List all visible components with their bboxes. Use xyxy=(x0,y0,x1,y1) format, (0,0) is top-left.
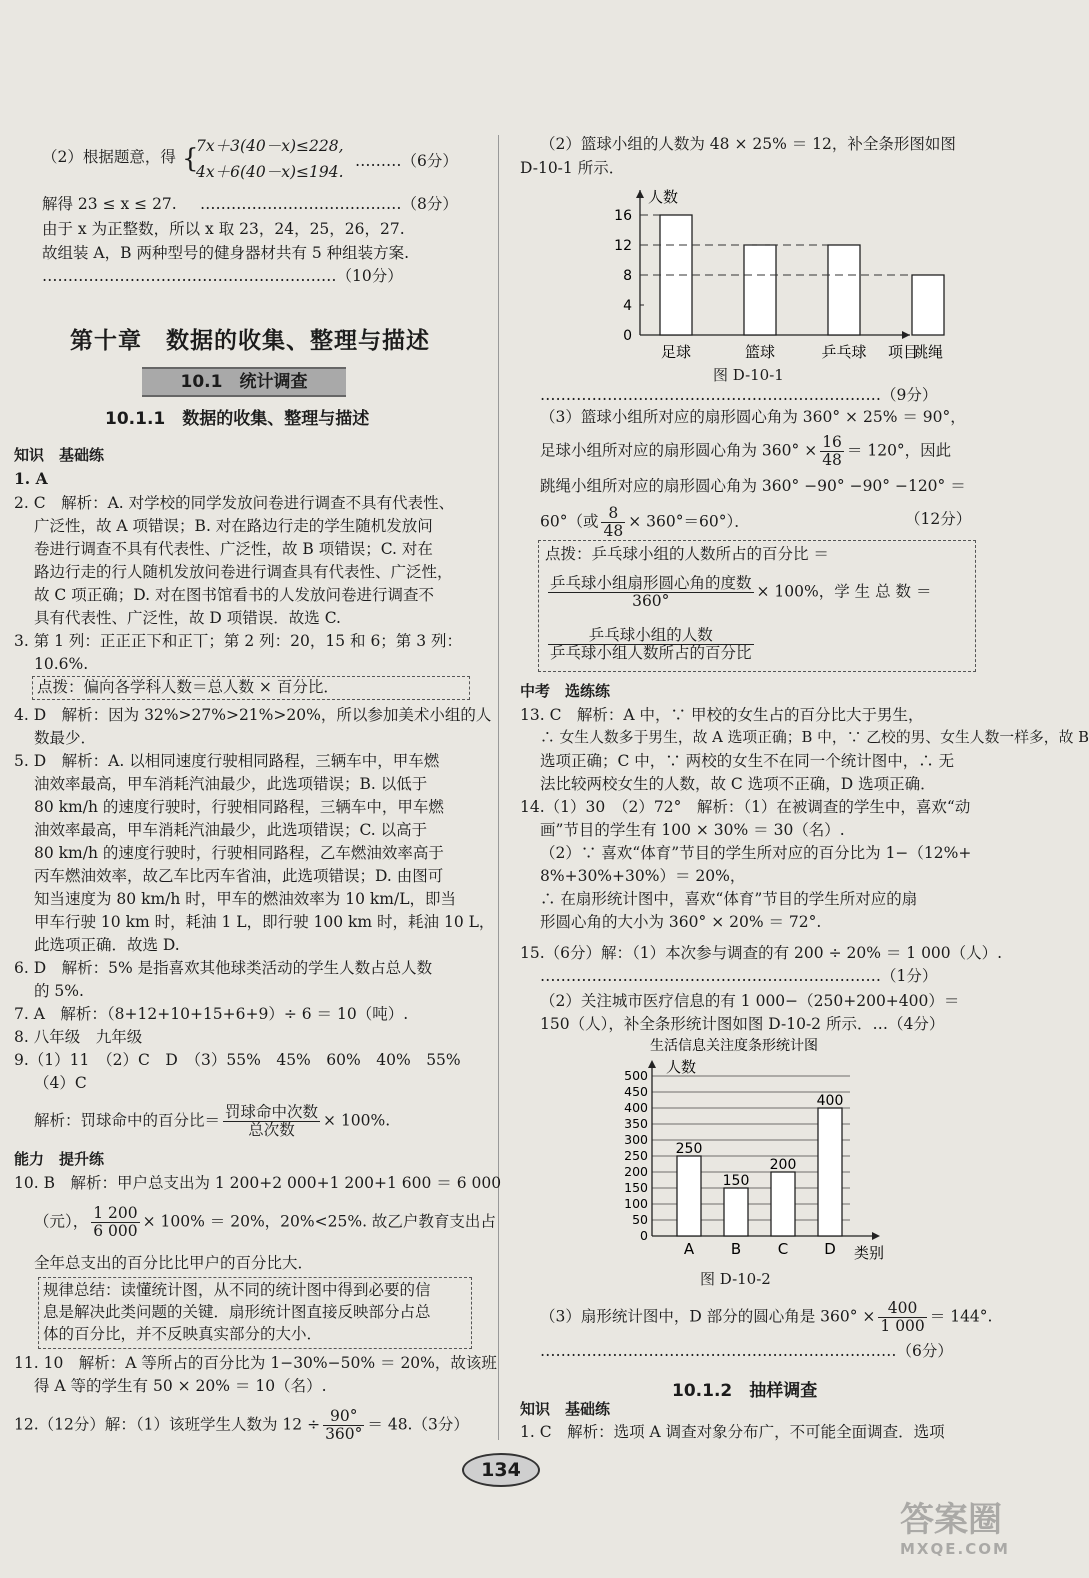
y-tick-label: 150 xyxy=(624,1180,648,1195)
answer: 知当速度为 80 km/h 时，甲车的燃油效率为 10 km/L，即当 xyxy=(34,890,456,908)
formula-suffix: ＝ 120°，因此 xyxy=(846,441,952,460)
answer: 7. A 解析：（8+12+10+15+6+9）÷ 6 ＝ 10（吨）. xyxy=(14,1005,409,1023)
fraction-denominator: 6 000 xyxy=(93,1222,138,1240)
q-line: （2）根据题意，得 xyxy=(42,148,176,166)
data-label: 150 xyxy=(722,1173,750,1189)
fraction-denominator: 360° xyxy=(325,1425,363,1443)
answer: 2. C 解析：A. 对学校的同学发放问卷进行调查不具有代表性、 xyxy=(14,494,455,512)
q-line: 解得 23 ≤ x ≤ 27. xyxy=(42,195,177,213)
formula-prefix: 60°（或 xyxy=(540,512,599,531)
bar-chart-d-10-2 xyxy=(610,1036,910,1268)
y-tick-label: 0 xyxy=(623,328,632,344)
bar xyxy=(828,245,860,335)
subsection-title: 10.1.1 数据的收集、整理与描述 xyxy=(105,409,370,429)
exercise-header: 能力 提升练 xyxy=(14,1150,105,1168)
formula-line xyxy=(540,434,951,469)
fraction-denominator: 1 000 xyxy=(880,1317,925,1335)
y-tick-label: 500 xyxy=(624,1068,648,1083)
figure-caption: 图 D-10-1 xyxy=(713,366,784,384)
fraction xyxy=(548,627,754,662)
x-tick-label: 乒乓球 xyxy=(821,343,867,361)
formula-line xyxy=(34,1104,390,1139)
answer: 4. D 解析：因为 32%>27%>21%>20%，所以参加美术小组的人 xyxy=(14,706,492,724)
fraction xyxy=(601,505,625,540)
fraction xyxy=(820,434,844,469)
tip-text: 点拨：乒乓球小组的人数所占的百分比 ＝ xyxy=(545,545,829,563)
answer: 8. 八年级 九年级 xyxy=(14,1028,143,1046)
rule-text: 规律总结：读懂统计图，从不同的统计图中得到必要的信 xyxy=(43,1281,431,1299)
formula-prefix: （元）， xyxy=(34,1212,89,1231)
answer: 15.（6分）解：（1）本次参与调查的有 200 ÷ 20% ＝ 1 000（人）. xyxy=(520,944,1003,962)
chart-canvas xyxy=(600,180,944,390)
fraction-numerator: 400 xyxy=(878,1300,926,1318)
x-tick-label: A xyxy=(683,1240,695,1258)
answer: 跳绳小组所对应的扇形圆心角为 360° −90° −90° −120° ＝ xyxy=(540,477,966,495)
score: …………………………………………………………（1分） xyxy=(540,967,938,985)
fraction-numerator: 乒乓球小组的人数 xyxy=(548,627,754,645)
formula-suffix: × 100%. xyxy=(323,1111,391,1130)
answer: （2）∵ 喜欢“体育”节目的学生所对应的百分比为 1−（12%+ xyxy=(540,844,972,862)
answer: 甲车行驶 10 km 时，耗油 1 L，即行驶 100 km 时，耗油 10 L， xyxy=(34,913,495,931)
x-tick-label: 足球 xyxy=(660,343,692,361)
formula-suffix: ＝ 144°. xyxy=(929,1307,993,1326)
fraction-denominator: 48 xyxy=(603,522,624,540)
y-tick-label: 100 xyxy=(624,1196,648,1211)
answer: 8%+30%+30%）＝ 20%， xyxy=(540,867,746,885)
fraction-numerator: 1 200 xyxy=(93,1204,138,1222)
fraction xyxy=(323,1408,364,1443)
answer: 14.（1）30 （2）72° 解析：（1）在被调查的学生中，喜欢“动 xyxy=(520,798,971,816)
chart-canvas xyxy=(610,1036,910,1268)
formula-suffix: ＝ 48.（3分） xyxy=(367,1415,469,1434)
bar xyxy=(677,1156,701,1236)
rule-text: 体的百分比，并不反映真实部分的大小． xyxy=(43,1325,323,1343)
answer: 油效率最高，甲车消耗汽油最少，此选项错误；B. 以低于 xyxy=(34,775,428,793)
fraction-numerator: 乒乓球小组扇形圆心角的度数 xyxy=(550,574,752,592)
fraction-numerator: 8 xyxy=(601,505,625,523)
y-tick-label: 450 xyxy=(624,1084,648,1099)
fraction-denominator: 360° xyxy=(632,592,670,610)
fraction xyxy=(223,1104,320,1139)
answer: D-10-1 所示． xyxy=(520,159,625,177)
fraction-denominator: 总次数 xyxy=(248,1121,295,1139)
bar xyxy=(912,275,944,335)
answer: 6. D 解析：5% 是指喜欢其他球类活动的学生人数占总人数 xyxy=(14,959,433,977)
chart-title: 生活信息关注度条形统计图 xyxy=(650,1038,818,1054)
answer: 路边行走的行人随机发放问卷进行调查具有代表性、广泛性， xyxy=(34,563,453,581)
y-tick-label: 12 xyxy=(614,238,632,254)
fraction-numerator: 16 xyxy=(822,433,842,451)
answer: 5. D 解析：A. 以相同速度行驶相同路程，三辆车中，甲车燃 xyxy=(14,752,440,770)
answer: 画”节目的学生有 100 × 30% ＝ 30（名）. xyxy=(540,821,845,839)
y-tick-label: 250 xyxy=(624,1148,648,1163)
answer: 的 5%. xyxy=(34,982,84,1000)
x-tick-label: D xyxy=(824,1240,836,1258)
answer: 选项正确；C 中，∵ 两校的女生不在同一个统计图中，∴ 无 xyxy=(540,752,955,770)
y-axis-arrow xyxy=(636,190,644,198)
answer: 13. C 解析：A 中，∵ 甲校的女生占的百分比大于男生， xyxy=(520,706,924,724)
x-axis-label: 类别 xyxy=(854,1244,885,1262)
exercise-header: 中考 选练练 xyxy=(520,682,611,700)
formula-suffix: × 100% ＝ 20%，20%<25%. 故乙户教育支出占 xyxy=(142,1212,496,1231)
page-number: 134 xyxy=(462,1453,540,1487)
formula-prefix: 解析：罚球命中的百分比＝ xyxy=(34,1111,221,1130)
answer: ∴ 在扇形统计图中，喜欢“体育”节目的学生所对应的扇 xyxy=(540,890,918,908)
answer: 150（人），补全条形统计图如图 D-10-2 所示．…（4分） xyxy=(540,1015,945,1033)
formula-line xyxy=(545,575,931,610)
y-tick-label: 50 xyxy=(632,1212,648,1227)
system-eq-2: 4x＋6(40－x)≤194. xyxy=(196,163,344,181)
answer: 1. C 解析：选项 A 调查对象分布广，不可能全面调查．选项 xyxy=(520,1423,945,1441)
formula-suffix: × 100%，学 生 总 数 ＝ xyxy=(756,582,932,601)
y-tick-label: 4 xyxy=(623,298,632,314)
x-tick-label: 篮球 xyxy=(744,343,776,361)
x-axis-arrow xyxy=(902,331,910,339)
answer: 数最少． xyxy=(34,729,97,747)
x-tick-label: 跳绳 xyxy=(912,343,944,361)
x-tick-label: C xyxy=(777,1240,789,1258)
score: ………（6分） xyxy=(355,152,458,170)
watermark-logo xyxy=(900,1500,1060,1560)
x-axis-label: 项目 xyxy=(888,343,919,361)
score: ……………………………………………………………（6分） xyxy=(540,1342,953,1360)
answer: （2）篮球小组的人数为 48 × 25% ＝ 12，补全条形图如图 xyxy=(540,135,956,153)
score: （12分） xyxy=(905,510,972,528)
x-axis-arrow xyxy=(872,1232,880,1240)
answer: 法比较两校女生的人数，故 C 选项不正确，D 选项正确． xyxy=(540,775,936,793)
answer: 80 km/h 的速度行驶时，行驶相同路程，三辆车中，甲车燃 xyxy=(34,798,444,816)
q-line: 故组装 A，B 两种型号的健身器材共有 5 种组装方案. xyxy=(42,244,410,262)
y-axis-label: 人数 xyxy=(666,1058,697,1076)
column-divider xyxy=(498,135,499,1440)
answer: 形圆心角的大小为 360° × 20% ＝ 72°. xyxy=(540,913,822,931)
watermark-url: MXQE.COM xyxy=(900,1540,1010,1558)
answer: 11. 10 解析：A 等所占的百分比为 1−30%−50% ＝ 20%，故该班 xyxy=(14,1354,497,1372)
score: …………………………………………………（10分） xyxy=(42,267,403,285)
answer: 3. 第 1 列：正正正下和正丅；第 2 列：20，15 和 6；第 3 列： xyxy=(14,632,463,650)
subsection-title: 10.1.2 抽样调查 xyxy=(672,1381,818,1401)
chapter-title: 第十章 数据的收集、整理与描述 xyxy=(70,328,430,354)
bar xyxy=(660,215,692,335)
bar xyxy=(724,1188,748,1236)
answer: （2）关注城市医疗信息的有 1 000−（250+200+400）＝ xyxy=(540,992,960,1010)
fraction xyxy=(91,1205,139,1240)
rule-text: 息是解决此类问题的关键．扇形统计图直接反映部分占总 xyxy=(43,1303,431,1321)
fraction-denominator: 48 xyxy=(822,451,842,469)
y-axis-arrow xyxy=(648,1060,656,1068)
formula-line xyxy=(14,1408,469,1443)
fraction-numerator: 90° xyxy=(323,1408,364,1426)
y-tick-label: 350 xyxy=(624,1116,648,1131)
tip-text: 点拨：偏向各学科人数＝总人数 × 百分比． xyxy=(37,678,339,696)
y-tick-label: 300 xyxy=(624,1132,648,1147)
answer: 10.6%. xyxy=(34,655,89,673)
fraction-numerator: 罚球命中次数 xyxy=(225,1103,319,1121)
answer: 广泛性，故 A 项错误；B. 对在路边行走的学生随机发放问 xyxy=(34,517,433,535)
brace: { xyxy=(182,144,199,174)
y-axis-label: 人数 xyxy=(648,188,679,206)
watermark-text: 答案圈 xyxy=(900,1500,1002,1540)
fraction-denominator: 乒乓球小组人数所占的百分比 xyxy=(550,644,752,662)
tip-box xyxy=(32,676,470,700)
exercise-header: 知识 基础练 xyxy=(520,1400,611,1418)
answer: （3）篮球小组所对应的扇形圆心角为 360° × 25% ＝ 90°， xyxy=(540,408,966,426)
formula-prefix: 足球小组所对应的扇形圆心角为 360° × xyxy=(540,441,818,460)
score: …………………………………………………………（9分） xyxy=(540,386,938,404)
y-tick-label: 0 xyxy=(640,1228,648,1243)
y-tick-label: 200 xyxy=(624,1164,648,1179)
data-label: 200 xyxy=(769,1157,797,1173)
answer: 此选项正确．故选 D. xyxy=(34,936,180,954)
data-label: 250 xyxy=(675,1141,703,1157)
y-tick-label: 8 xyxy=(623,268,632,284)
y-tick-label: 400 xyxy=(624,1100,648,1115)
exercise-header: 知识 基础练 xyxy=(14,446,105,464)
formula-suffix: × 360°＝60°）． xyxy=(628,512,750,531)
answer: （4）C xyxy=(34,1074,87,1092)
answer: 丙车燃油效率，故乙车比丙车省油，此选项错误；D. 由图可 xyxy=(34,867,444,885)
answer: ∴ 女生人数多于男生，故 A 选项正确；B 中，∵ 乙校的男、女生人数一样多，故 B xyxy=(540,729,1089,746)
figure-caption: 图 D-10-2 xyxy=(700,1270,771,1288)
formula-line xyxy=(540,505,750,540)
bar xyxy=(771,1172,795,1236)
formula-line xyxy=(540,1300,992,1335)
section-title: 10.1 统计调查 xyxy=(142,367,346,397)
answer: 1. A xyxy=(14,469,48,488)
answer: 故 C 项正确；D. 对在图书馆看书的人发放问卷进行调查不 xyxy=(34,586,434,604)
answer: 油效率最高，甲车消耗汽油最少，此选项错误；C. 以高于 xyxy=(34,821,428,839)
rule-summary-box xyxy=(38,1277,472,1349)
tip-box xyxy=(538,540,976,672)
formula-line xyxy=(34,1205,496,1240)
answer: 卷进行调查不具有代表性、广泛性，故 B 项错误；C. 对在 xyxy=(34,540,433,558)
fraction xyxy=(548,575,754,610)
data-label: 400 xyxy=(816,1093,844,1109)
answer: 全年总支出的百分比比甲户的百分比大． xyxy=(34,1254,314,1272)
answer: 具有代表性、广泛性，故 D 项错误．故选 C. xyxy=(34,609,341,627)
answer: 得 A 等的学生有 50 × 20% ＝ 10（名）. xyxy=(34,1377,327,1395)
bar xyxy=(818,1108,842,1236)
formula-prefix: （3）扇形统计图中，D 部分的圆心角是 360° × xyxy=(540,1307,876,1326)
answer: 10. B 解析：甲户总支出为 1 200+2 000+1 200+1 600 ＝ 6 000 xyxy=(14,1174,502,1192)
answer: 80 km/h 的速度行驶时，行驶相同路程，乙车燃油效率高于 xyxy=(34,844,444,862)
q-line: 由于 x 为正整数，所以 x 取 23，24，25，26，27. xyxy=(42,220,405,238)
fraction xyxy=(878,1300,926,1335)
formula-prefix: 12.（12分）解：（1）该班学生人数为 12 ÷ xyxy=(14,1415,321,1434)
score: …………………………………（8分） xyxy=(200,195,458,213)
system-eq-1: 7x＋3(40－x)≤228, xyxy=(196,137,344,155)
formula-line xyxy=(545,627,757,662)
y-tick-label: 16 xyxy=(614,208,632,224)
bar xyxy=(744,245,776,335)
bar-chart-d-10-1 xyxy=(600,180,944,390)
answer: 9.（1）11 （2）C D （3）55% 45% 60% 40% 55% xyxy=(14,1051,461,1069)
x-tick-label: B xyxy=(730,1240,742,1258)
